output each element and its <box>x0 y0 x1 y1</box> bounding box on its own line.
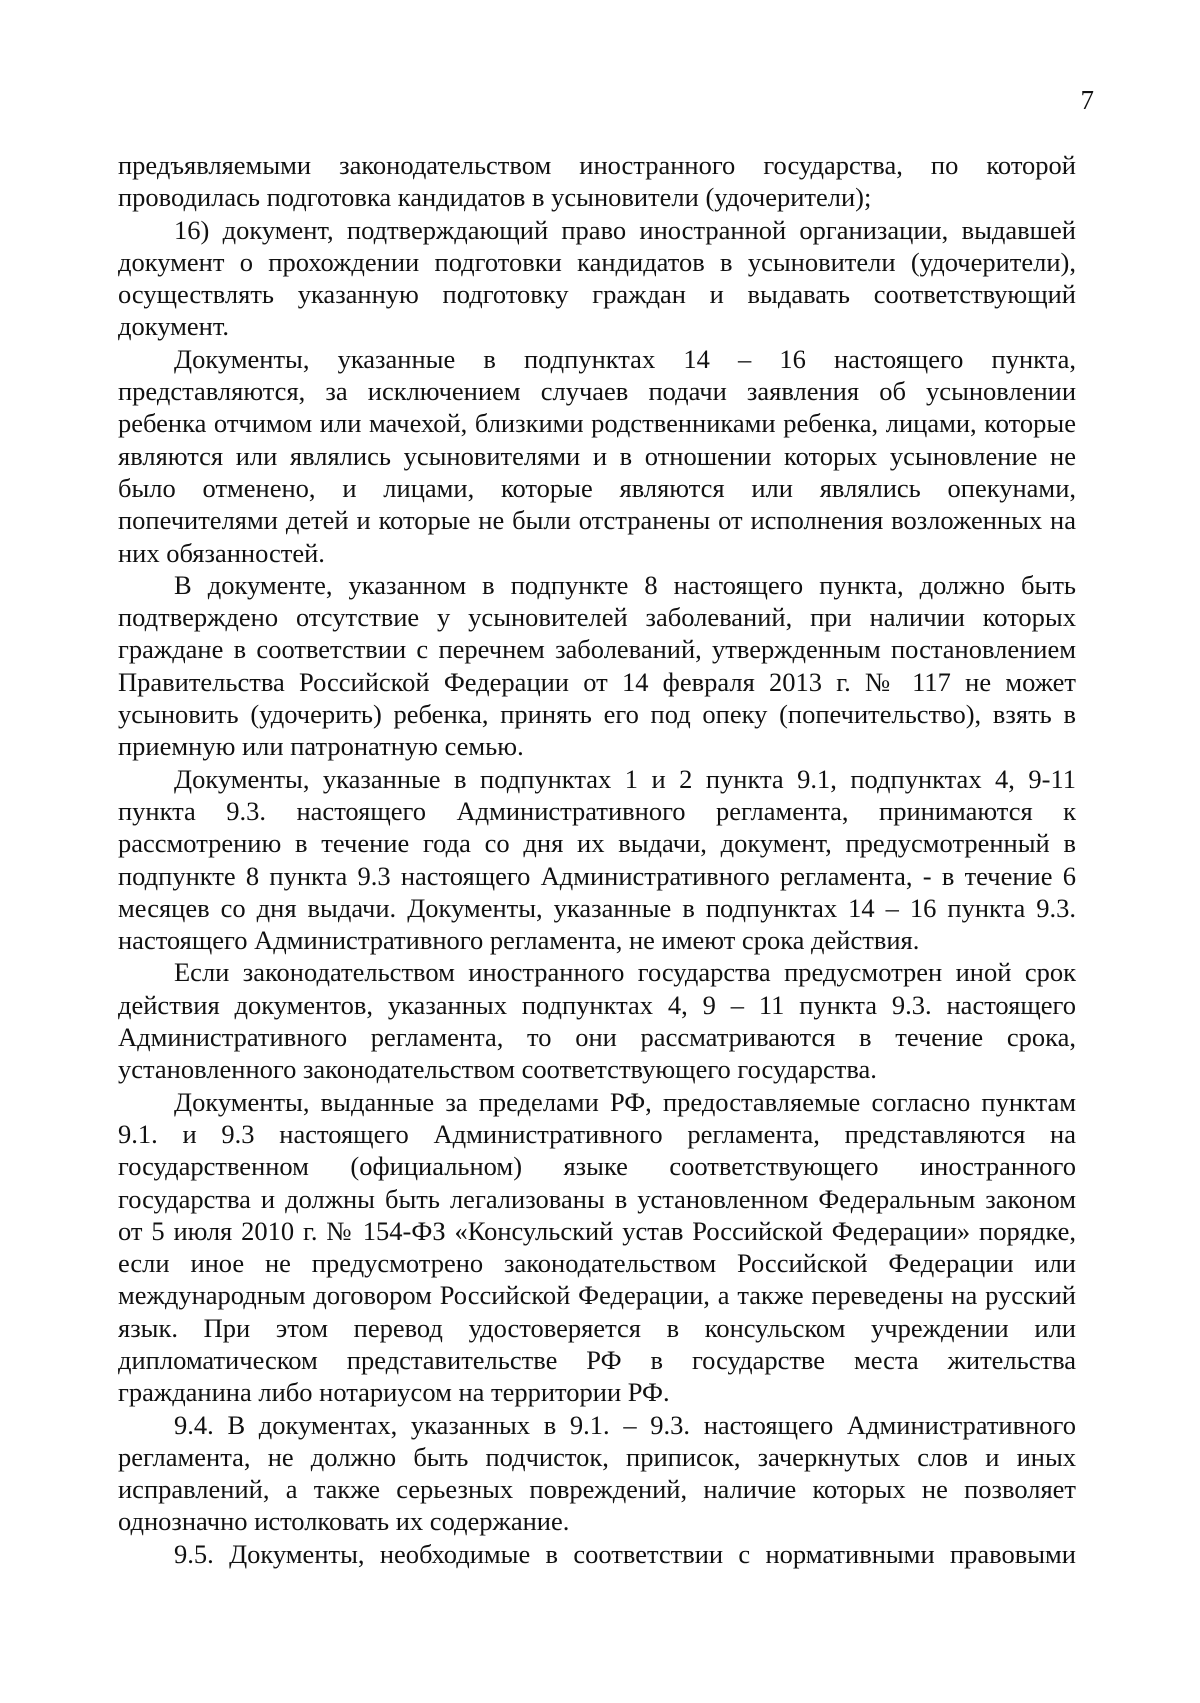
paragraph-continuation: предъявляемыми законодательством иностранного государства, по которой проводилась подготовка кандидатов в усыновители (удочерители); <box>118 150 1076 213</box>
paragraph-item-16: 16) документ, подтверждающий право иностранной организации, выдавшей документ о прохождении подготовки кандидатов в усыновители (удочерители), осуществлять указанную подготовку граждан и выдавать соответствующий документ. <box>118 214 1076 342</box>
paragraph-foreign-validity: Если законодательством иностранного государства предусмотрен иной срок действия документов, указанных подпунктах 4, 9 – 11 пункта 9.3. настоящего Административного регламента, то они рассматриваются в течение срока, установленного законодательством соответствующего государства. <box>118 957 1076 1085</box>
document-body <box>118 149 1076 1570</box>
paragraph-9-5: 9.5. Документы, необходимые в соответствии с нормативными правовыми <box>174 1538 1076 1569</box>
paragraph-9-4: 9.4. В документах, указанных в 9.1. – 9.3. настоящего Административного регламента, не должно быть подчисток, приписок, зачеркнутых слов и иных исправлений, а также серьезных повреждений, наличие которых не позволяет однозначно истолковать их содержание. <box>118 1409 1076 1537</box>
paragraph-documents-14-16: Документы, указанные в подпунктах 14 – 16 настоящего пункта, представляются, за исключением случаев подачи заявления об усыновлении ребенка отчимом или мачехой, близкими родственниками ребенка, лицами, которые являются или являлись усыновителями и в отношении которых усыновление не было отменено, и лицами, которые являются или являлись опекунами, попечителями детей и которые не были отстранены от исполнения возложенных на них обязанностей. <box>118 343 1076 568</box>
page-number: 7 <box>1080 85 1094 115</box>
paragraph-validity-period: Документы, указанные в подпунктах 1 и 2 пункта 9.1, подпунктах 4, 9-11 пункта 9.3. настоящего Административного регламента, принимаются к рассмотрению в течение года со дня их выдачи, документ, предусмотренный в подпункте 8 пункта 9.3 настоящего Административного регламента, - в течение 6 месяцев со дня выдачи. Документы, указанные в подпунктах 14 – 16 пункта 9.3. настоящего Административного регламента, не имеют срока действия. <box>118 763 1076 956</box>
paragraph-medical-document: В документе, указанном в подпункте 8 настоящего пункта, должно быть подтверждено отсутствие у усыновителей заболеваний, при наличии которых граждане в соответствии с перечнем заболеваний, утвержденным постановлением Правительства Российской Федерации от 14 февраля 2013 г. № 117 не может усыновить (удочерить) ребенка, принять его под опеку (попечительство), взять в приемную или патронатную семью. <box>118 569 1076 762</box>
paragraph-legalization: Документы, выданные за пределами РФ, предоставляемые согласно пунктам 9.1. и 9.3 настоящего Административного регламента, представляются на государственном (официальном) языке соответствующего иностранного государства и должны быть легализованы в установленном Федеральным законом от 5 июля 2010 г. № 154-ФЗ «Консульский устав Российской Федерации» порядке, если иное не предусмотрено законодательством Российской Федерации или международным договором Российской Федерации, а также переведены на русский язык. При этом перевод удостоверяется в консульском учреждении или дипломатическом представительстве РФ в государстве места жительства гражданина либо нотариусом на территории РФ. <box>118 1086 1076 1408</box>
